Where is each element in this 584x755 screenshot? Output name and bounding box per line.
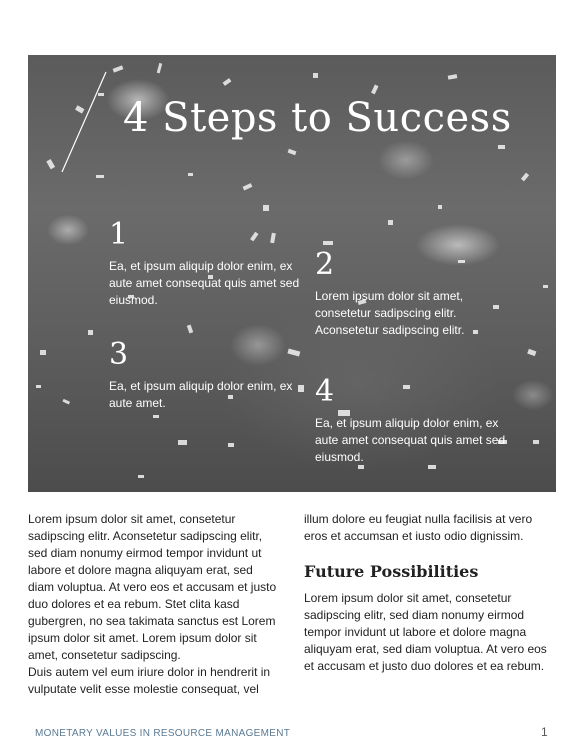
step-2 [315, 248, 515, 339]
step-number: 1 [109, 217, 129, 252]
step-text: Lorem ipsum dolor sit amet, consetetur sadipscing elitr. Aconsetetur sadipscing elitr. [315, 289, 465, 337]
body-paragraph: Lorem ipsum dolor sit amet, consetetur sadipscing elitr, sed diam nonumy eirmod tempor invidunt ut labore et dolore magna aliquyam erat, sed diam voluptua. At vero eos et accusam et justo duo dolores et ea rebum. [304, 591, 547, 673]
footer-title: MONETARY VALUES IN RESOURCE MANAGEMENT [35, 728, 291, 739]
body-paragraph: illum dolore eu feugiat nulla facilisis at vero eros et accumsan et iusto odio dignissim. [304, 512, 533, 543]
step-text: Ea, et ipsum aliquip dolor enim, ex aute amet consequat quis amet sed eiusmod. [315, 416, 506, 464]
step-text: Ea, et ipsum aliquip dolor enim, ex aute amet consequat quis amet sed eiusmod. [109, 259, 300, 307]
step-1 [109, 218, 309, 309]
right-column [304, 511, 556, 675]
hero-title: 4 Steps to Success [123, 95, 512, 141]
step-number: 4 [315, 374, 335, 409]
page-number: 1 [541, 725, 548, 739]
step-4 [315, 375, 515, 466]
hero-image [28, 55, 556, 492]
title-slash-decoration [58, 70, 108, 175]
section-heading: Future Possibilities [304, 562, 479, 581]
step-3 [109, 338, 309, 412]
left-column [28, 511, 280, 698]
body-paragraph: Duis autem vel eum iriure dolor in hendrerit in vulputate velit esse molestie consequat, vel [28, 665, 271, 696]
step-text: Ea, et ipsum aliquip dolor enim, ex aute amet. [109, 379, 293, 410]
step-number: 2 [315, 247, 335, 282]
step-number: 3 [109, 337, 129, 372]
body-paragraph: Lorem ipsum dolor sit amet, consetetur sadipscing elitr. Aconsetetur sadipscing elitr, sed diam nonumy eirmod tempor invidunt ut labore et dolore magna aliquyam erat, sed diam voluptua. At vero eos et accusam et justo duo dolores et ea rebum. Stet clita kasd gubergren, no sea takimata sanctus est Lorem ipsum dolor sit amet. Lorem ipsum dolor sit amet, consetetur sadipscing. [28, 512, 277, 662]
